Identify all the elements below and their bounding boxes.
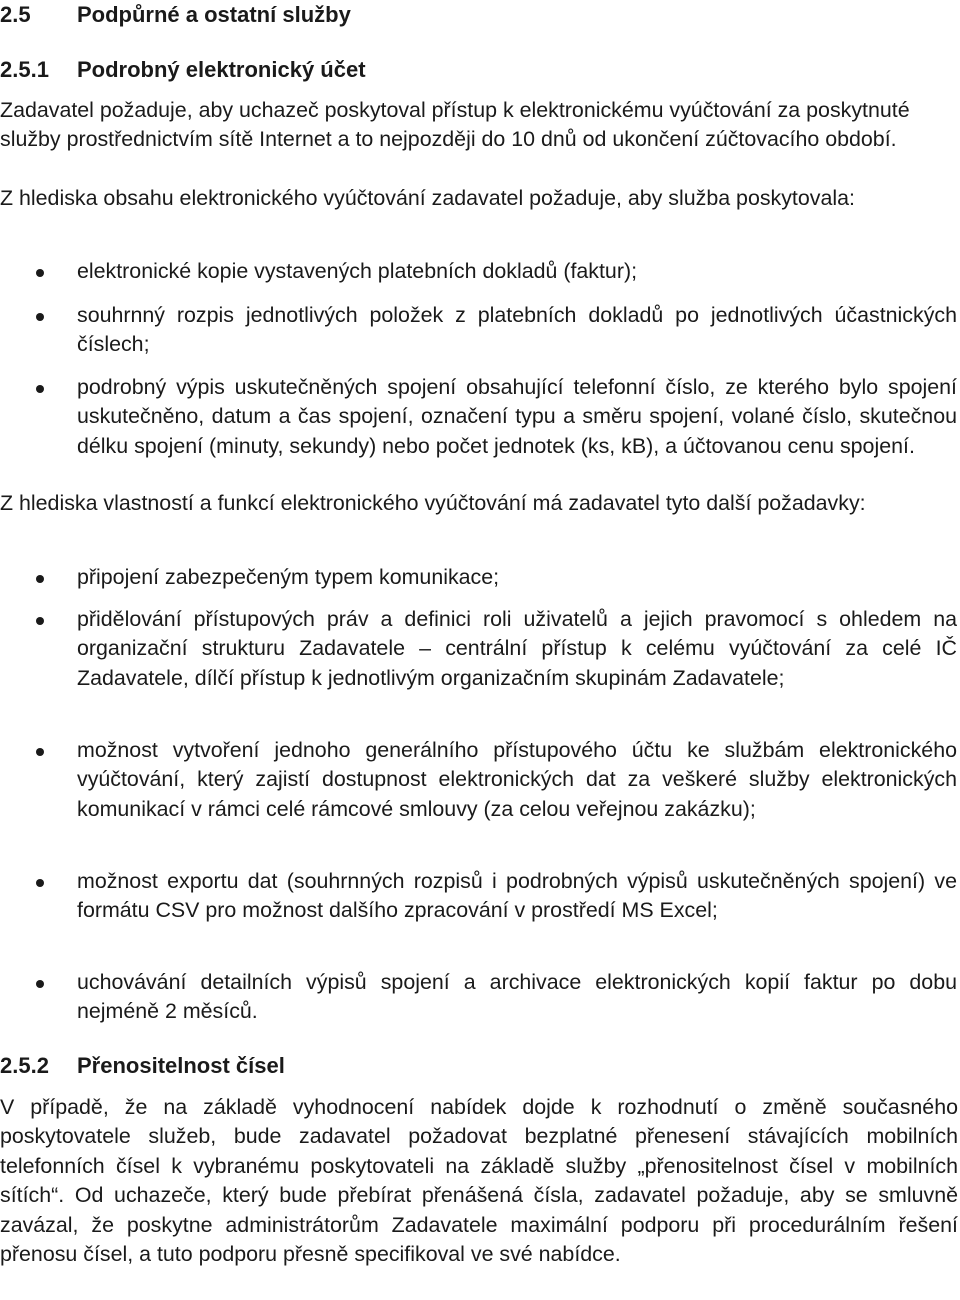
bullet-icon xyxy=(36,385,44,393)
list-item-text: možnost vytvoření jednoho generálního přístupového účtu ke službám elektronického vyúčtování, který zajistí dostupnost elektronických dat za veškeré služby elektronických komunikací v rámci celé rámcové smlouvy (za celou veřejnou zakázku); xyxy=(77,738,957,821)
bullet-icon xyxy=(36,313,44,321)
list-item xyxy=(0,968,958,1027)
paragraph-electronic-billing-access: Zadavatel požaduje, aby uchazeč poskytoval přístup k elektronickému vyúčtování za poskytnuté služby prostřednictvím sítě Internet a to nejpozději do 10 dnů od ukončení zúčtovacího období. xyxy=(0,98,910,152)
list-item xyxy=(0,257,958,286)
bullet-icon xyxy=(36,980,44,988)
list-item xyxy=(0,605,958,693)
section-2-5-2-number: 2.5.2 xyxy=(0,1053,49,1078)
list-item-text: elektronické kopie vystavených platebních dokladů (faktur); xyxy=(77,259,638,283)
section-2-5-2-title: Přenositelnost čísel xyxy=(77,1053,285,1078)
section-2-5-1-heading xyxy=(0,55,366,84)
list-item-text: přidělování přístupových práv a definici roli uživatelů a jejich pravomocí s ohledem na organizační strukturu Zadavatele – centrální přístup k celému vyúčtování za celé IČ Zadavatele, dílčí přístup k jednotlivým organizačním skupinám Zadavatele; xyxy=(77,607,957,690)
section-2-5-heading xyxy=(0,0,351,29)
bullet-icon xyxy=(36,879,44,887)
bullet-icon xyxy=(36,575,44,583)
section-2-5-title: Podpůrné a ostatní služby xyxy=(77,2,351,27)
list-item-text: připojení zabezpečeným typem komunikace; xyxy=(77,565,500,589)
paragraph-content-requirements: Z hlediska obsahu elektronického vyúčtování zadavatel požaduje, aby služba poskytovala: xyxy=(0,186,855,210)
list-item xyxy=(0,301,958,360)
paragraph-feature-requirements: Z hlediska vlastností a funkcí elektronického vyúčtování má zadavatel tyto další požadavky: xyxy=(0,491,866,515)
section-2-5-number: 2.5 xyxy=(0,2,31,27)
list-item xyxy=(0,563,958,592)
bullet-icon xyxy=(36,748,44,756)
list-item xyxy=(0,373,958,461)
list-item-text: uchovávání detailních výpisů spojení a archivace elektronických kopií faktur po dobu nejméně 2 měsíců. xyxy=(77,970,957,1024)
paragraph-number-portability: V případě, že na základě vyhodnocení nabídek dojde k rozhodnutí o změně současného poskytovatele služeb, bude zadavatel požadovat bezplatné přenesení stávajících mobilních telefonních čísel k vybranému poskytovateli na základě služby „přenositelnost čísel v mobilních sítích“. Od uchazeče, který bude přebírat přenášená čísla, zadavatel požaduje, aby se smluvně zavázal, že poskytne administrátorům Zadavatele maximální podporu při procedurálním řešení přenosu čísel, a tuto podporu přesně specifikoval ve své nabídce. xyxy=(0,1095,958,1267)
section-2-5-1-title: Podrobný elektronický účet xyxy=(77,57,366,82)
bullet-icon xyxy=(36,269,44,277)
bullet-icon xyxy=(36,617,44,625)
list-item-text: souhrnný rozpis jednotlivých položek z platebních dokladů po jednotlivých účastnických číslech; xyxy=(77,303,957,357)
list-item-text: podrobný výpis uskutečněných spojení obsahující telefonní číslo, ze kterého bylo spojení uskutečněno, datum a čas spojení, označení typu a směru spojení, volané číslo, skutečnou délku spojení (minuty, sekundy) nebo počet jednotek (ks, kB), a účtovanou cenu spojení. xyxy=(77,375,957,458)
section-2-5-1-number: 2.5.1 xyxy=(0,57,49,82)
section-2-5-2-heading xyxy=(0,1051,285,1080)
list-item-text: možnost exportu dat (souhrnných rozpisů i podrobných výpisů uskutečněných spojení) ve formátu CSV pro možnost dalšího zpracování v prostředí MS Excel; xyxy=(77,869,957,923)
list-item xyxy=(0,736,958,824)
list-item xyxy=(0,867,958,926)
